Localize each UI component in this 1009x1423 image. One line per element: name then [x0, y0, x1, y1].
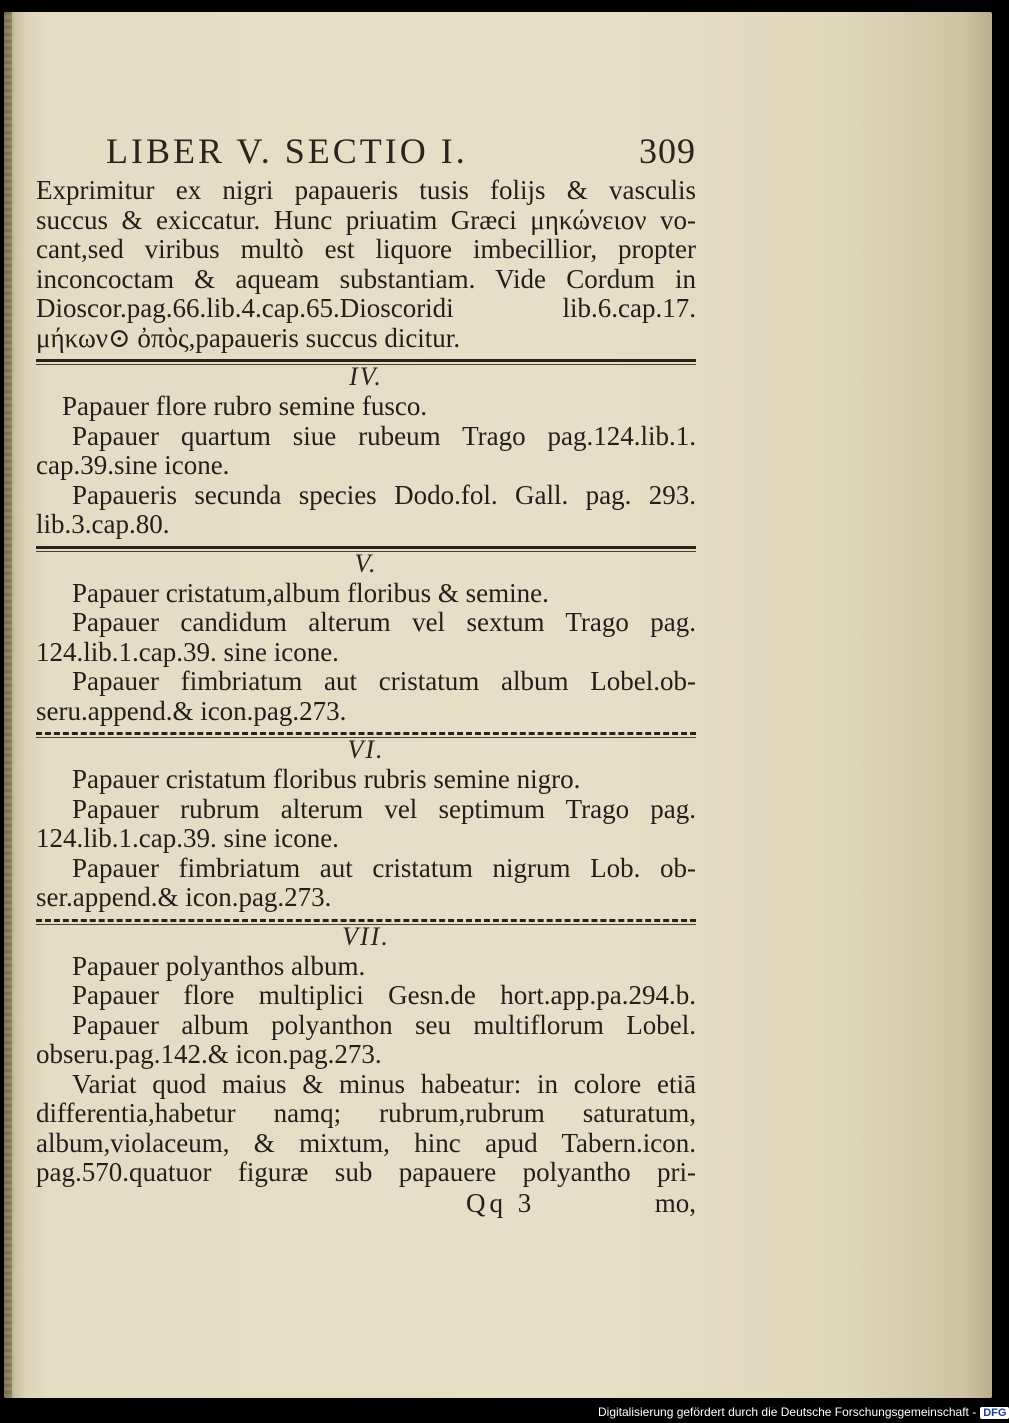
text-line: album,violaceum, & mixtum, hinc apud Tabern.icon.: [36, 1127, 696, 1158]
text-line: cap.39.sine icone.: [36, 450, 230, 480]
text-line: Papauer fimbriatum aut cristatum album Lobel.ob-: [72, 666, 696, 696]
text-line: obseru.pag.142.& icon.pag.273.: [36, 1039, 382, 1069]
dfg-logo: DFG: [980, 1407, 1009, 1419]
text-line: Papauer polyanthos album.: [72, 950, 366, 981]
text-line: Papauer cristatum,album floribus & semine.: [72, 577, 549, 608]
text-line: Papauer candidum alterum vel sextum Trago pag.: [72, 607, 696, 637]
text-line: inconcoctam & aqueam substantiam. Vide Cordum in: [36, 263, 696, 294]
text-line: Papauer quartum siue rubeum Trago pag.124.lib.1.: [72, 420, 696, 451]
text-line: μήκων⊙ ὀπὸς,papaueris succus dicitur.: [36, 322, 461, 353]
text-line: Variat quod maius & minus habeatur: in colore etiā: [72, 1068, 696, 1099]
text-line: Papauer flore rubro semine fusco.: [62, 391, 428, 421]
running-header: [36, 130, 696, 176]
section-numeral: VII.: [342, 921, 390, 951]
digitization-footer: [598, 1405, 1009, 1419]
section-rule: [36, 919, 696, 922]
entry-vii: [36, 952, 696, 1188]
text-line: Papauer album polyanthon seu multiflorum Lobel.: [72, 1009, 696, 1040]
entry-iv: [36, 392, 696, 540]
page-number: 309: [639, 131, 696, 171]
section-rule: [36, 732, 696, 735]
catchline: [36, 1188, 696, 1218]
entry-vi: [36, 765, 696, 913]
text-line: Papauer rubrum alterum vel septimum Trago pag.: [72, 793, 696, 824]
text-line: Papauer cristatum floribus rubris semine nigro.: [72, 764, 581, 794]
text-line: Dioscor.pag.66.lib.4.cap.65.Dioscoridi lib.6.cap.17.: [36, 293, 696, 323]
text-line: pag.570.quatuor figuræ sub papauere polyantho pri-: [36, 1157, 696, 1187]
text-line: 124.lib.1.cap.39. sine icone.: [36, 823, 339, 853]
text-line: 124.lib.1.cap.39. sine icone.: [36, 636, 339, 667]
text-line: cant,sed viribus multò est liquore imbecillior, propter: [36, 234, 696, 264]
text-line: lib.3.cap.80.: [36, 509, 170, 539]
section-rule: [36, 546, 696, 549]
book-page: [4, 12, 992, 1398]
running-title: LIBER V. SECTIO I.: [106, 131, 468, 171]
section-rule: [36, 359, 696, 362]
paragraph-opium: [36, 176, 696, 353]
text-line: Papaueris secunda species Dodo.fol. Gall. pag. 293.: [72, 479, 696, 510]
page-gutter-edge: [4, 12, 12, 1398]
text-line: seru.append.& icon.pag.273.: [36, 695, 347, 726]
entry-v: [36, 579, 696, 727]
section-numeral: IV.: [349, 362, 383, 391]
text-block: [36, 130, 696, 1218]
text-line: differentia,habetur namq; rubrum,rubrum saturatum,: [36, 1098, 696, 1128]
section-numeral: V.: [354, 548, 378, 578]
signature-mark: Qq 3: [466, 1187, 536, 1218]
text-line: Papauer fimbriatum aut cristatum nigrum Lob. ob-: [72, 852, 696, 883]
text-line: ser.append.& icon.pag.273.: [36, 882, 332, 912]
catchword: mo,: [654, 1187, 696, 1218]
text-line: Exprimitur ex nigri papaueris tusis folijs & vasculis: [36, 175, 696, 205]
section-numeral: VI.: [347, 735, 385, 764]
text-line: succus & exiccatur. Hunc priuatim Græci μηκώνειον vo-: [36, 204, 696, 235]
text-line: Papauer flore multiplici Gesn.de hort.app.pa.294.b.: [72, 980, 696, 1010]
footer-text: Digitalisierung gefördert durch die Deutsche Forschungsgemeinschaft -: [598, 1405, 977, 1419]
